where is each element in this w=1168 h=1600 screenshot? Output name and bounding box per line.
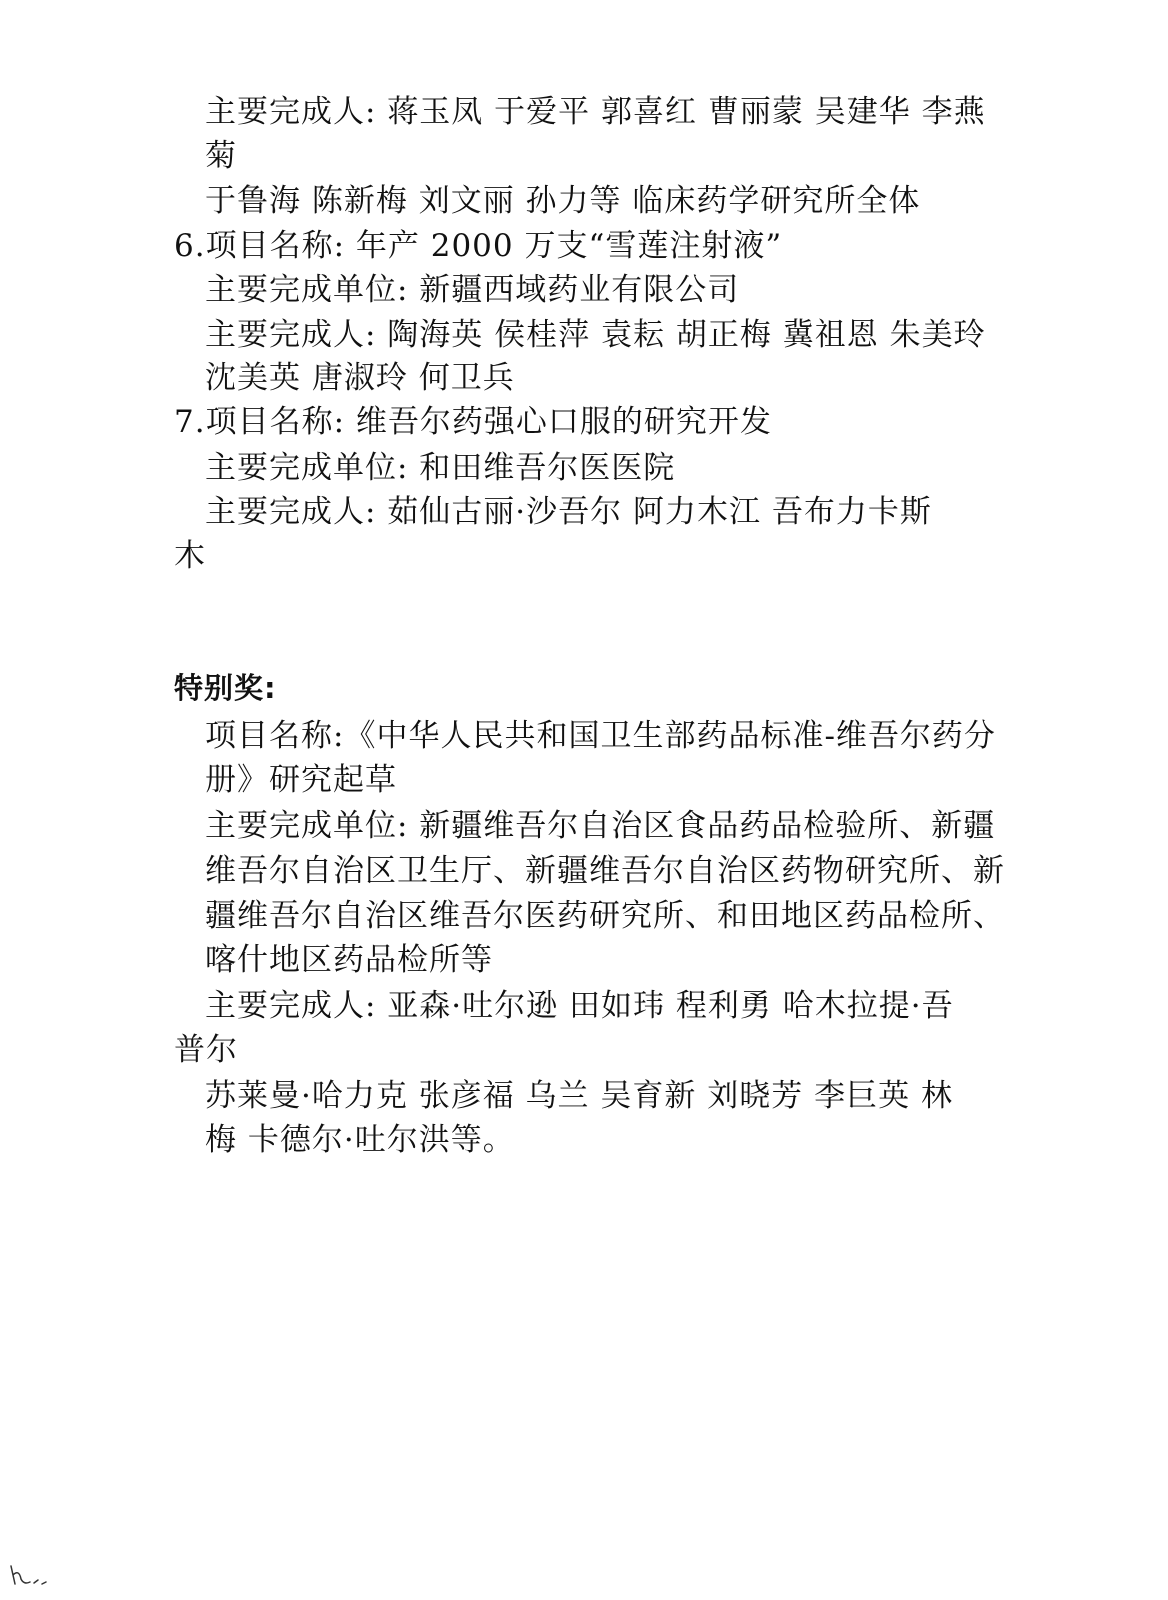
special-project-completers-cont-1: 普尔 <box>174 1032 238 1068</box>
special-project-completers-cont-3: 梅 卡德尔·吐尔洪等。 <box>205 1122 515 1158</box>
special-project-unit-cont-3: 喀什地区药品检所等 <box>205 942 493 978</box>
special-project-title: 项目名称:《中华人民共和国卫生部药品标准-维吾尔药分 <box>205 718 996 754</box>
text-line-completers-1-cont: 菊 <box>205 138 237 174</box>
special-project-unit: 主要完成单位: 新疆维吾尔自治区食品药品检验所、新疆 <box>205 808 996 844</box>
project-7-unit: 主要完成单位: 和田维吾尔医医院 <box>205 450 676 486</box>
text-line-completers-1-cont-2: 于鲁海 陈新梅 刘文丽 孙力等 临床药学研究所全体 <box>205 183 921 219</box>
special-project-completers: 主要完成人: 亚森·吐尔逊 田如玮 程利勇 哈木拉提·吾 <box>205 988 954 1024</box>
project-6-completers-cont: 沈美英 唐淑玲 何卫兵 <box>205 360 515 396</box>
special-award-heading: 特别奖: <box>174 671 277 705</box>
special-project-unit-cont-2: 疆维吾尔自治区维吾尔医药研究所、和田地区药品检所、 <box>205 898 1005 934</box>
project-6-unit: 主要完成单位: 新疆西域药业有限公司 <box>205 272 740 308</box>
scan-mark-icon <box>8 1563 54 1589</box>
project-7-completers: 主要完成人: 茹仙古丽·沙吾尔 阿力木江 吾布力卡斯 <box>205 494 932 530</box>
project-6-completers: 主要完成人: 陶海英 侯桂萍 袁耘 胡正梅 冀祖恩 朱美玲 <box>205 317 986 353</box>
special-project-title-cont: 册》研究起草 <box>205 762 397 798</box>
text-line-completers-1: 主要完成人: 蒋玉凤 于爱平 郭喜红 曹丽蒙 吴建华 李燕 <box>205 94 986 130</box>
project-7-title: 7.项目名称: 维吾尔药强心口服的研究开发 <box>174 404 772 440</box>
special-project-unit-cont-1: 维吾尔自治区卫生厅、新疆维吾尔自治区药物研究所、新 <box>205 853 1005 889</box>
special-project-completers-cont-2: 苏莱曼·哈力克 张彦福 乌兰 吴育新 刘晓芳 李巨英 林 <box>205 1078 953 1114</box>
project-6-title: 6.项目名称: 年产 2000 万支“雪莲注射液” <box>174 228 783 264</box>
project-7-completers-cont: 木 <box>174 538 206 574</box>
